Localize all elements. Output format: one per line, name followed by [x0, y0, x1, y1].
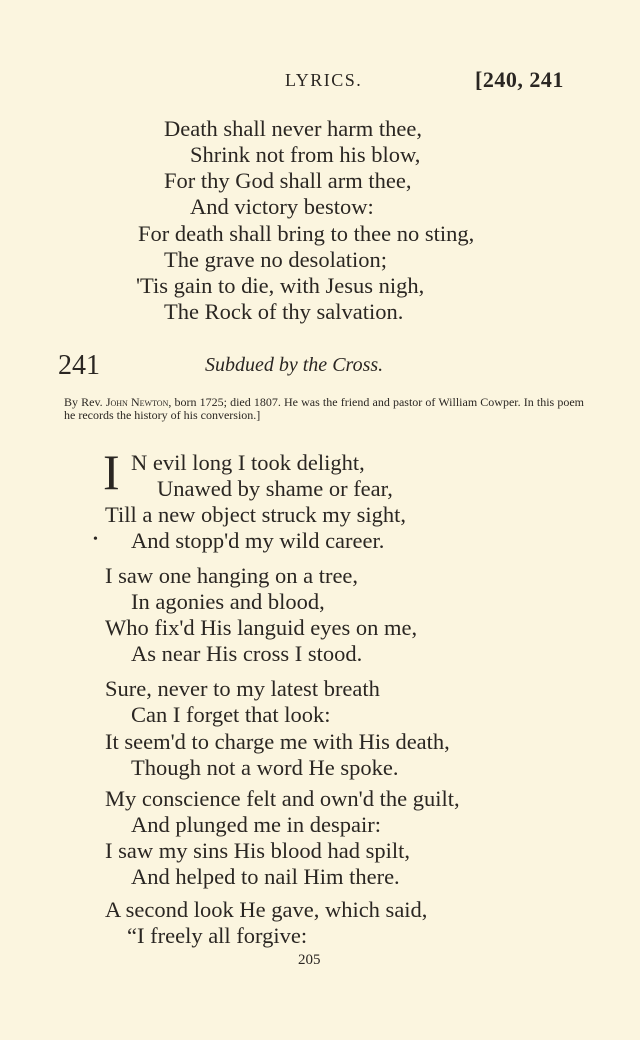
verse-line: The Rock of thy salvation. — [164, 299, 404, 324]
verse-line: I saw my sins His blood had spilt, — [105, 838, 411, 863]
verse-line: My conscience felt and own'd the guilt, — [105, 786, 460, 811]
verse-line: Who fix'd His languid eyes on me, — [105, 615, 418, 640]
verse-line: For thy God shall arm thee, — [164, 168, 412, 193]
verse-line: 'Tis gain to die, with Jesus nigh, — [136, 273, 425, 298]
attribution-by: By Rev. — [64, 395, 103, 409]
verse-line: Death shall never harm thee, — [164, 116, 423, 141]
hymn-number: 241 — [58, 350, 100, 381]
verse-line: As near His cross I stood. — [131, 641, 363, 666]
verse-line: Shrink not from his blow, — [190, 142, 421, 167]
running-head-title: LYRICS. — [285, 70, 363, 90]
verse-line: It seem'd to charge me with His death, — [105, 729, 450, 754]
verse-line: For death shall bring to thee no sting, — [138, 221, 475, 246]
hymn-attribution — [64, 396, 584, 422]
attribution-text: , born 1725; died 1807. He was the friend and pastor of William Cowper. In this poem he records the history of his conversion.] — [64, 395, 585, 422]
running-head — [0, 67, 640, 98]
verse-line: And helped to nail Him there. — [131, 864, 400, 889]
verse-line: N evil long I took delight, — [131, 450, 365, 475]
verse-line: “I freely all forgive: — [127, 923, 308, 948]
verse-line: Sure, never to my latest breath — [105, 676, 380, 701]
running-head-hymn-numbers: [240, 241 — [475, 67, 564, 92]
verse-line: The grave no desolation; — [164, 247, 388, 272]
verse-line: And plunged me in despair: — [131, 812, 381, 837]
verse-line: In agonies and blood, — [131, 589, 325, 614]
attribution-author: John Newton — [105, 395, 169, 409]
page-number: 205 — [298, 952, 321, 968]
hymn-title: Subdued by the Cross. — [205, 354, 384, 376]
verse-line: And victory bestow: — [190, 194, 374, 219]
verse-line: Can I forget that look: — [131, 702, 331, 727]
verse-line: And stopp'd my wild career. — [131, 528, 385, 553]
verse-line: Till a new object struck my sight, — [105, 502, 407, 527]
drop-cap: I — [103, 444, 120, 500]
verse-line: Though not a word He spoke. — [131, 755, 399, 780]
stray-mark: • — [93, 532, 98, 547]
verse-line: I saw one hanging on a tree, — [105, 563, 359, 588]
verse-line: A second look He gave, which said, — [105, 897, 428, 922]
verse-line: Unawed by shame or fear, — [157, 476, 393, 501]
